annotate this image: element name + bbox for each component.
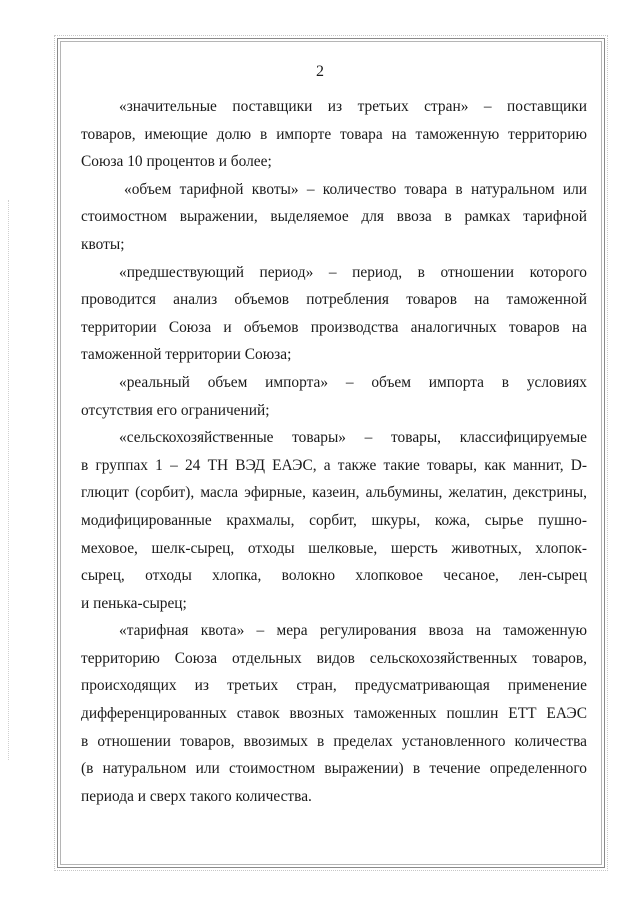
text-line: квоты; [81, 235, 125, 253]
text-line: модифицированные крахмалы, сорбит, шкуры, кожа, сырье пушно- [81, 511, 587, 529]
text-line: Союза 10 процентов и более; [81, 153, 272, 171]
text-line: «реальный объем импорта» – объем импорта в условиях [119, 373, 587, 391]
text-line: товаров, имеющие долю в импорте товара на таможенную территорию [81, 125, 587, 143]
text-line: периода и сверх такого количества. [81, 787, 312, 805]
definition-paragraph-previous-period [81, 259, 587, 369]
definition-paragraph-tariff-quota [81, 617, 587, 810]
document-body [81, 93, 587, 810]
definition-paragraph-agricultural-goods [81, 424, 587, 617]
text-line: «объем тарифной квоты» – количество товара в натуральном или [124, 180, 587, 198]
text-line: стоимостном выражении, выделяемое для ввоза в рамках тарифной [81, 208, 587, 226]
text-line: (в натуральном или стоимостном выражении) в течение определенного [81, 760, 587, 778]
text-line: глюцит (сорбит), масла эфирные, казеин, альбумины, желатин, декстрины, [81, 484, 587, 502]
text-line: в группах 1 – 24 ТН ВЭД ЕАЭС, а также такие товары, как маннит, D- [81, 456, 587, 474]
definition-paragraph-quota-volume [81, 176, 587, 259]
text-line: и пенька-сырец; [81, 594, 187, 612]
definition-paragraph-major-suppliers [81, 93, 587, 176]
text-line: сырец, отходы хлопка, волокно хлопковое чесаное, лен-сырец [81, 567, 587, 585]
text-line: «предшествующий период» – период, в отношении которого [119, 263, 587, 281]
text-line: проводится анализ объемов потребления товаров на таможенной [81, 291, 587, 309]
text-line: отсутствия его ограничений; [81, 401, 270, 419]
text-line: «значительные поставщики из третьих стран» – поставщики [119, 98, 587, 115]
text-line: «сельскохозяйственные товары» – товары, классифицируемые [119, 429, 587, 447]
text-line: таможенной территории Союза; [81, 346, 292, 364]
text-line: территорию Союза отдельных видов сельскохозяйственных товаров, [81, 649, 587, 667]
text-line: в отношении товаров, ввозимых в пределах установленного количества [81, 732, 587, 750]
text-line: происходящих из третьих стран, предусматривающая применение [81, 677, 587, 695]
text-line: меховое, шелк-сырец, отходы шелковые, шерсть животных, хлопок- [81, 539, 587, 557]
text-line: «тарифная квота» – мера регулирования ввоза на таможенную [119, 622, 587, 640]
page-number: 2 [316, 63, 324, 80]
scan-edge-mark [8, 200, 10, 760]
definition-paragraph-real-import [81, 369, 587, 424]
text-line: территории Союза и объемов производства аналогичных товаров на [81, 318, 587, 336]
text-line: дифференцированных ставок ввозных таможенных пошлин ЕТТ ЕАЭС [81, 705, 587, 723]
